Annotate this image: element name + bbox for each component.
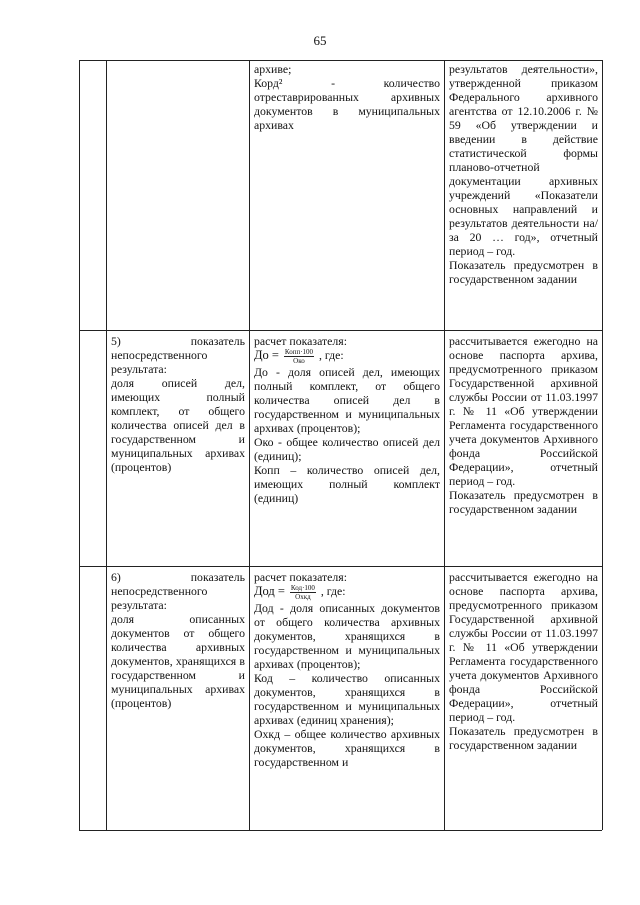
table-border-top (79, 60, 602, 61)
paragraph: Дод - доля описанных документов от общего количества архивных документов, хранящихся в государственном и муниципальных архивах (процентов); (254, 601, 440, 671)
row3-formula-cell (254, 570, 440, 769)
table-border-right (602, 60, 603, 830)
formula-fraction (290, 584, 316, 601)
paragraph: Охкд – общее количество архивных документов, хранящихся в государственном и (254, 727, 440, 769)
formula (254, 348, 440, 365)
paragraph: Код – количество описанных документов, хранящихся в государственном и муниципальных архивах (единиц хранения); (254, 671, 440, 727)
row2-indicator-cell (111, 334, 245, 474)
paragraph: 5) показатель непосредственного результата: (111, 334, 245, 376)
paragraph: Корд² - количество отреставрированных архивных документов в муниципальных архивах (254, 76, 440, 132)
table-border-left (79, 60, 80, 830)
formula-lhs: Дод = (254, 584, 285, 599)
row2-source-cell (449, 334, 598, 516)
paragraph: расчет показателя: (254, 334, 347, 348)
formula-tail: , где: (320, 584, 346, 599)
paragraph: расчет показателя: (254, 570, 347, 584)
formula-tail: , где: (319, 348, 344, 363)
paragraph: Копп – количество описей дел, имеющих полный комплект (единиц) (254, 463, 440, 505)
formula-lhs: До = (254, 348, 279, 363)
paragraph: рассчитывается ежегодно на основе паспорта архива, предусмотренного приказом Государственной архивной службы России от 11.03.1997 г. № 11 «Об утверждении Регламента государственного учета документов Архивного фонда Российской Федерации», отчетный период – год. (449, 570, 598, 724)
paragraph: Показатель предусмотрен в государственном задании (449, 488, 598, 516)
formula-denominator: Око (293, 357, 305, 365)
row3-indicator-cell (111, 570, 245, 710)
paragraph: Показатель предусмотрен в государственном задании (449, 258, 598, 286)
paragraph: рассчитывается ежегодно на основе паспорта архива, предусмотренного приказом Государственной архивной службы России от 11.03.1997 г. № 11 «Об утверждении Регламента государственного учета документов Архивного фонда Российской Федерации», отчетный период – год. (449, 334, 598, 488)
formula-numerator: Копп·100 (284, 348, 314, 356)
row2-formula-cell (254, 334, 440, 505)
column-divider (249, 60, 250, 830)
formula-fraction (284, 348, 314, 365)
formula-numerator: Код·100 (290, 584, 315, 592)
row1-source-cell (449, 62, 598, 286)
table-border-bottom (79, 830, 602, 831)
paragraph: 6) показатель непосредственного результата: (111, 570, 245, 612)
paragraph: доля описей дел, имеющих полный комплект, от общего количества описей дел в государственном и муниципальных архивах (процентов) (111, 376, 245, 474)
formula-denominator: Охкд (295, 593, 311, 601)
paragraph: До - доля описей дел, имеющих полный комплект, от общего количества описей дел в государственном и муниципальных архивах (процентов); (254, 365, 440, 435)
formula (254, 584, 440, 601)
row3-source-cell (449, 570, 598, 752)
indicator-table (79, 60, 602, 830)
paragraph: Показатель предусмотрен в государственном задании (449, 724, 598, 752)
paragraph: доля описанных документов от общего количества архивных документов, хранящихся в государственном и муниципальных архивах (процентов) (111, 612, 245, 710)
column-divider (444, 60, 445, 830)
row1-formula-cell (254, 62, 440, 132)
row-divider (79, 566, 602, 567)
paragraph: архиве; (254, 62, 292, 76)
row-divider (79, 330, 602, 331)
page-number: 65 (313, 33, 327, 48)
column-divider (106, 60, 107, 830)
paragraph: Око - общее количество описей дел (единиц); (254, 435, 440, 463)
paragraph: результатов деятельности», утвержденной приказом Федерального архивного агентства от 12.10.2006 г. № 59 «Об утверждении и введении в действие статистической формы планово-отчетной документации архивных учреждений «Показатели основных направлений и результатов деятельности на/за 20 … год», отчетный период – год. (449, 62, 598, 258)
